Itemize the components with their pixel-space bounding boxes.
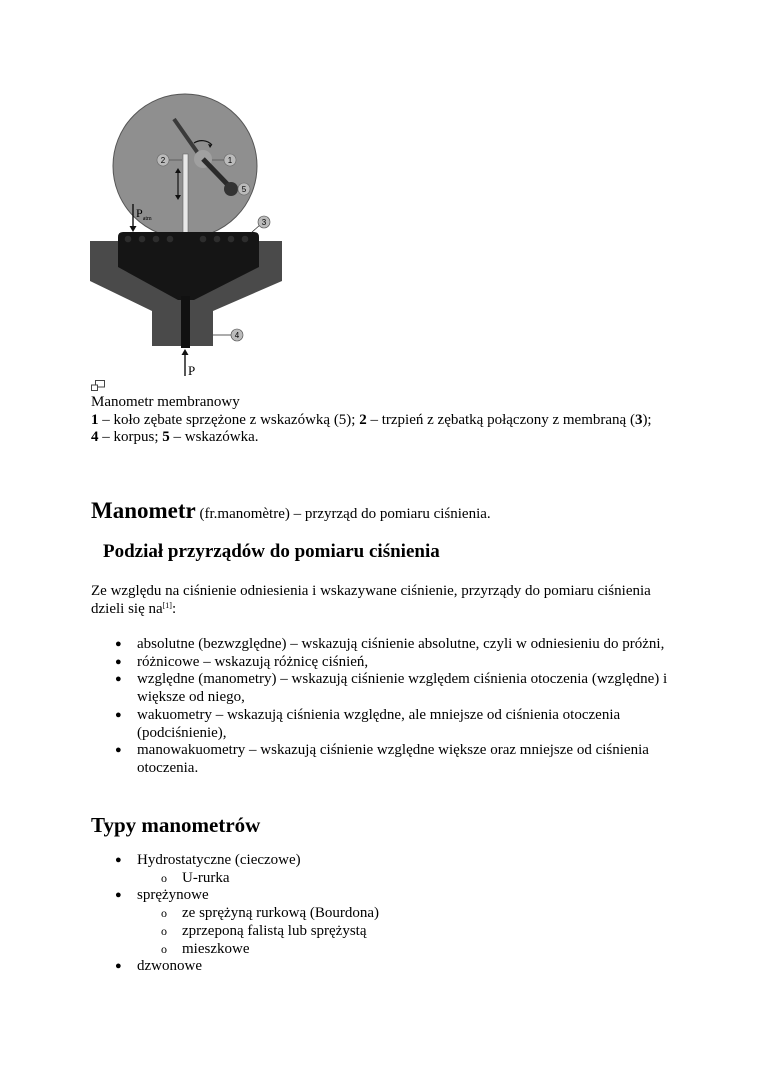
pressure-instrument-list: [115, 636, 677, 778]
enlarge-icon[interactable]: [91, 380, 105, 391]
patm-label: $P_{atm}$: [136, 206, 152, 222]
bullet-icon: ●: [115, 854, 122, 866]
caption-number: 5: [162, 429, 170, 445]
caption-text: – trzpień z zębatką połączony z membraną (: [366, 411, 635, 428]
caption-line-2: [91, 429, 691, 447]
bullet-icon: o: [161, 906, 167, 921]
caption-number: 3: [634, 411, 643, 428]
list-item-text: absolutne (bezwzględne) – wskazują ciśnienie absolutne, czyli w odniesieniu do próżni,: [137, 636, 665, 652]
list-item-text: ze sprężyną rurkową (Bourdona): [182, 905, 379, 922]
sub-list-item: [161, 940, 537, 959]
section-heading-typy: Typy manometrów: [91, 813, 261, 837]
bullet-icon: o: [161, 923, 167, 938]
caption-number: 1: [91, 411, 99, 428]
section-heading-podzial: Podział przyrządów do pomiaru ciśnienia: [103, 541, 440, 562]
counterweight: [224, 182, 238, 196]
article-title: [91, 498, 711, 524]
bullet-icon: ●: [115, 744, 122, 757]
footnote-link[interactable]: [1]: [162, 601, 172, 610]
caption-text: – koło zębate sprzężone z wskazówką (5);: [98, 411, 360, 428]
list-item: [115, 852, 537, 870]
callout-3: 3: [261, 218, 267, 227]
list-item: [115, 887, 537, 905]
list-item-text: sprężynowe: [137, 887, 209, 904]
section-intro: Ze względu na ciśnienie odniesienia i wskazywane ciśnienie, przyrządy do pomiaru ciśnienia dzieli się na[1]:: [91, 583, 651, 617]
manometer-types-list: [115, 852, 537, 976]
bullet-icon: ●: [115, 960, 122, 973]
title-definition: (fr.manomètre) – przyrząd do pomiaru ciśnienia.: [195, 506, 491, 522]
caption-text: – wskazówka.: [169, 429, 259, 445]
bullet-icon: ●: [115, 889, 122, 902]
list-item-text: zprzeponą falistą lub sprężystą: [182, 922, 367, 939]
list-item: [115, 671, 677, 706]
bullet-icon: ●: [115, 708, 122, 721]
list-item-text: manowakuometry – wskazują ciśnienie względne większe oraz mniejsze od ciśnienia otoczenia.: [137, 742, 649, 776]
caption-number: 2: [359, 411, 367, 428]
rack-rod: [183, 154, 188, 242]
list-item-text: mieszkowe: [182, 940, 250, 957]
list-item: [115, 653, 677, 672]
callout-2: 2: [160, 156, 166, 165]
list-item-text: Hydrostatyczne (cieczowe): [137, 852, 301, 868]
list-item: [115, 958, 537, 976]
bullet-icon: o: [161, 870, 167, 885]
list-item-text: dzwonowe: [137, 958, 202, 975]
callout-1: 1: [227, 156, 233, 165]
sub-list-item: [161, 922, 537, 941]
manometer-diagram: [90, 91, 282, 379]
list-item-text: wakuometry – wskazują ciśnienia względne, ale mniejsze od ciśnienia otoczenia (podciśnienie),: [137, 706, 621, 741]
sub-list-item: [161, 869, 537, 888]
caption-text: );: [642, 411, 652, 428]
list-item: [115, 636, 677, 654]
bullet-icon: ●: [115, 673, 122, 686]
bullet-icon: ●: [115, 655, 122, 668]
bullet-icon: ●: [115, 638, 122, 650]
figure-caption: [91, 394, 691, 447]
list-item-text: U-rurka: [182, 869, 230, 886]
bullet-icon: o: [161, 941, 167, 956]
callout-5: 5: [241, 185, 247, 194]
list-item-text: różnicowe – wskazują różnicę ciśnień,: [137, 653, 369, 670]
callout-4: 4: [234, 331, 240, 340]
list-item: [115, 706, 677, 742]
p-label: P: [188, 363, 196, 378]
sub-list-item: [161, 905, 537, 923]
caption-number: 4: [91, 429, 99, 445]
list-item-text: względne (manometry) – wskazują ciśnienie względem ciśnienia otoczenia (względne) i większe od niego,: [137, 671, 668, 706]
caption-text: – korpus;: [98, 429, 163, 445]
pressure-channel: [181, 296, 190, 348]
caption-line-1: [91, 412, 691, 430]
caption-title: Manometr membranowy: [91, 394, 240, 410]
list-item: [115, 742, 677, 777]
title-term: Manometr: [91, 498, 196, 523]
